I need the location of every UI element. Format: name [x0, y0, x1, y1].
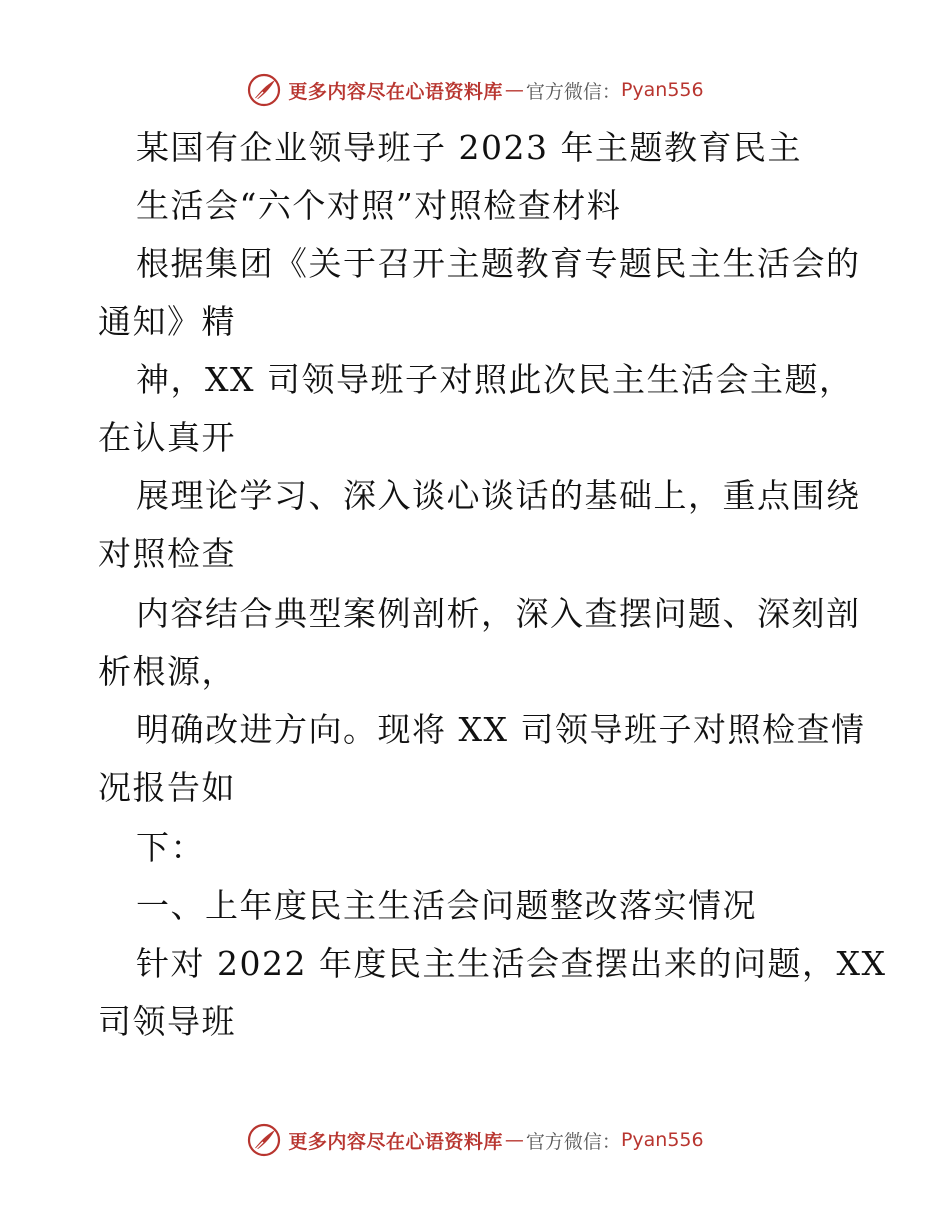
body-line: 况报告如: [98, 768, 236, 807]
banner-separator: —: [504, 79, 524, 101]
body-line: 析根源，: [98, 652, 236, 691]
body-line: 在认真开: [98, 418, 236, 457]
body-line: 明确改进方向。现将 XX 司领导班子对照检查情: [136, 710, 866, 749]
body-line: 神，XX 司领导班子对照此次民主生活会主题，: [136, 360, 854, 399]
banner-brand-text: 更多内容尽在心语资料库: [288, 80, 503, 103]
banner-wechat-handle: Pyan556: [620, 1129, 704, 1151]
body-line: 司领导班: [98, 1002, 236, 1041]
body-line: 针对 2022 年度民主生活会查摆出来的问题，XX: [136, 944, 887, 983]
banner-wechat-label: 官方微信：: [525, 80, 621, 103]
banner-wechat-handle: Pyan556: [620, 79, 704, 101]
banner-separator: —: [504, 1129, 524, 1151]
body-line: 根据集团《关于召开主题教育专题民主生活会的: [136, 244, 861, 283]
footer-watermark-banner: [0, 1120, 950, 1160]
banner-brand-text: 更多内容尽在心语资料库: [288, 1130, 503, 1153]
body-line: 对照检查: [98, 534, 236, 573]
quill-logo-icon: [246, 1122, 282, 1158]
body-line: 展理论学习、深入谈心谈话的基础上，重点围绕: [136, 476, 861, 515]
banner-wechat-label: 官方微信：: [525, 1130, 621, 1153]
document-title-line-1: 某国有企业领导班子 2023 年主题教育民主: [136, 128, 802, 167]
document-title-line-2: 生活会“六个对照”对照检查材料: [136, 186, 622, 225]
body-line: 内容结合典型案例剖析，深入查摆问题、深刻剖: [136, 594, 861, 633]
body-line: 下：: [136, 828, 205, 867]
section-heading: 一、上年度民主生活会问题整改落实情况: [136, 886, 757, 925]
body-line: 通知》精: [98, 302, 236, 341]
